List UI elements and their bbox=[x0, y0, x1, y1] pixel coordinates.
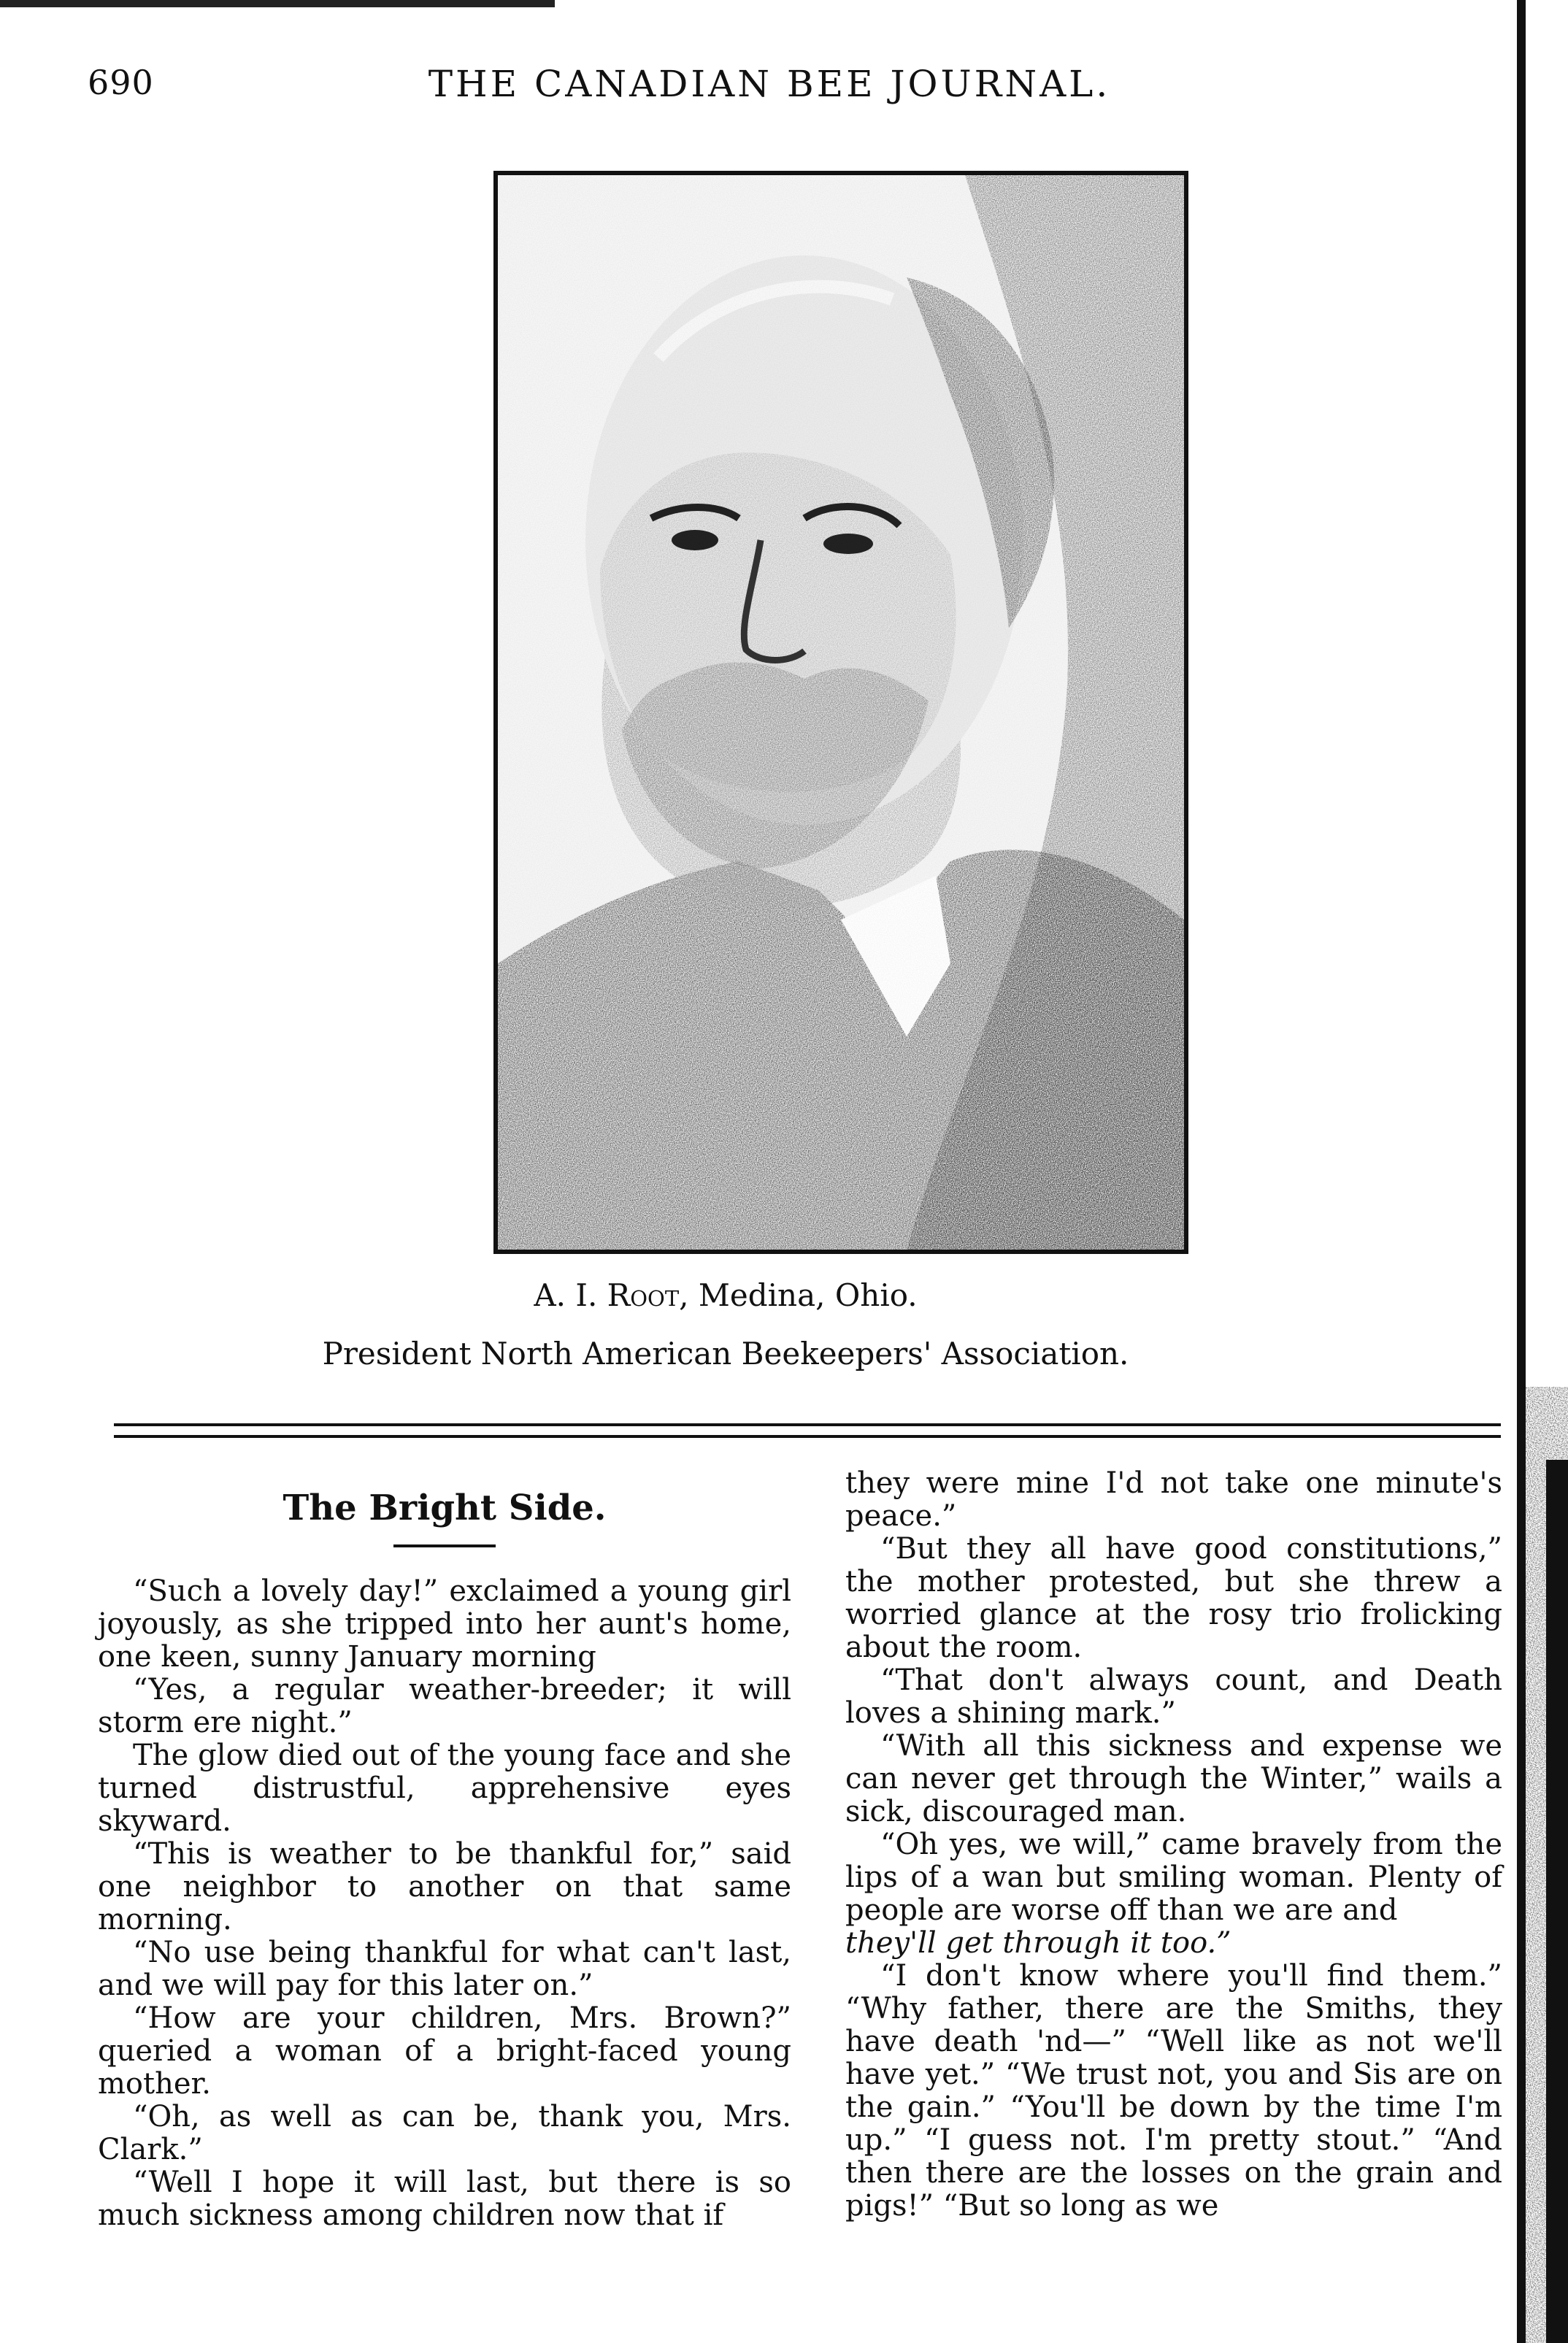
paragraph: they were mine I'd not take one minute's peace.” bbox=[845, 1466, 1502, 1533]
paragraph: “I don't know where you'll find them.” “Why father, there are the Smiths, they have death 'nd—” “Well like as not we'll have yet.” “We trust not, you and Sis are on the gain.” “You'll be down by the time I'm up.” “I guess not. I'm pretty stout.” “And then there are the losses on the grain and pigs!” “But so long as we bbox=[845, 1959, 1502, 2223]
portrait-caption-name bbox=[0, 1277, 1451, 1313]
caption-surname: Root bbox=[607, 1277, 680, 1313]
paragraph: they'll get through it too.” bbox=[845, 1926, 1231, 1960]
paragraph: “Oh yes, we will,” came bravely from the lips of a wan but smiling woman. Plenty of people are worse off than we are and bbox=[845, 1828, 1502, 1927]
paragraph: “No use being thankful for what can't last, and we will pay for this later on.” bbox=[98, 1936, 791, 2002]
portrait-caption-role: President North American Beekeepers' Association. bbox=[322, 1336, 1129, 1371]
page-number: 690 bbox=[88, 63, 154, 102]
paragraph: “That don't always count, and Death loves a shining mark.” bbox=[845, 1663, 1502, 1730]
portrait-photo bbox=[493, 171, 1188, 1254]
paragraph: “Oh, as well as can be, thank you, Mrs. Clark.” bbox=[98, 2100, 791, 2166]
paragraph: “How are your children, Mrs. Brown?” queried a woman of a bright-faced young mother. bbox=[98, 2001, 791, 2101]
paragraph: “Such a lovely day!” exclaimed a young girl joyously, as she tripped into her aunt's home, one keen, sunny January morning bbox=[98, 1574, 791, 1674]
article-column-left bbox=[98, 1460, 791, 2232]
journal-title: THE CANADIAN BEE JOURNAL. bbox=[428, 63, 1111, 105]
caption-location: , Medina, Ohio. bbox=[679, 1277, 918, 1313]
article-title: The Bright Side. bbox=[283, 1488, 607, 1528]
paragraph: “Yes, a regular weather-breeder; it will storm ere night.” bbox=[98, 1673, 791, 1739]
paragraph: “With all this sickness and expense we can never get through the Winter,” wails a sick, discouraged man. bbox=[845, 1729, 1502, 1828]
title-rule bbox=[393, 1544, 496, 1547]
top-rule bbox=[0, 0, 555, 7]
binding-shadow bbox=[1488, 0, 1568, 2343]
caption-initials: A. I. bbox=[534, 1277, 607, 1313]
paragraph: “But they all have good constitutions,” the mother protested, but she threw a worried glance at the rosy trio frolicking about the room. bbox=[845, 1532, 1502, 1664]
paragraph: “Well I hope it will last, but there is so much sickness among children now that if bbox=[98, 2166, 791, 2232]
page-binding-edge bbox=[1488, 0, 1568, 2343]
paragraph: The glow died out of the young face and she turned distrustful, apprehensive eyes skyward. bbox=[98, 1739, 791, 1838]
page-header bbox=[88, 63, 1451, 121]
section-divider bbox=[114, 1423, 1501, 1438]
paragraph: “This is weather to be thankful for,” said one neighbor to another on that same morning. bbox=[98, 1837, 791, 1936]
portrait-engraving bbox=[498, 175, 1184, 1250]
article-column-right bbox=[845, 1467, 1502, 2223]
